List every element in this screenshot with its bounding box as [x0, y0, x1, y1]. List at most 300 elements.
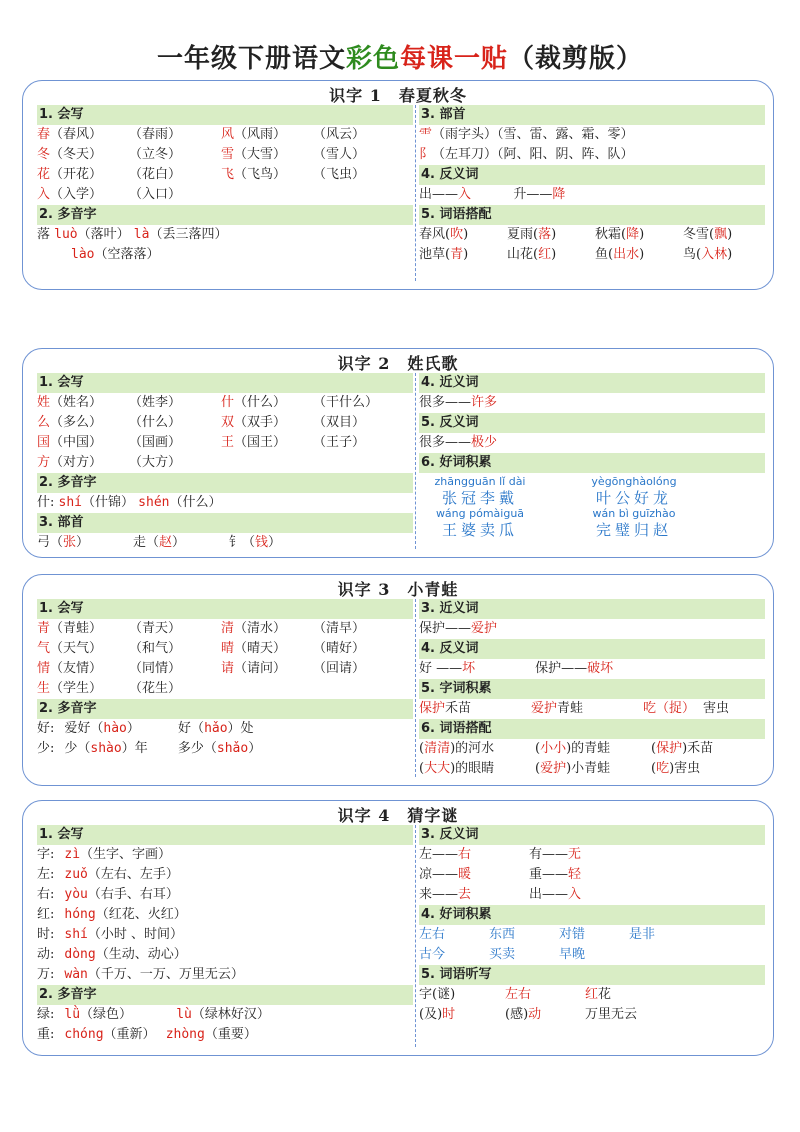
example-word: （风雨）	[234, 127, 287, 142]
good-word: 早晚	[559, 947, 586, 962]
write-row	[37, 165, 413, 185]
example-words: （小时 、时间）	[87, 927, 184, 942]
example-word: （清水）	[234, 621, 287, 636]
antonym-cell	[529, 885, 639, 905]
polyphone-row	[37, 225, 413, 245]
item-answer: 左右	[505, 987, 532, 1002]
char: 什:	[37, 495, 55, 510]
item-text: (	[651, 761, 657, 776]
item-answer: 入林	[701, 247, 728, 262]
good-word: 买卖	[489, 947, 516, 962]
section-header: 3. 部首	[37, 513, 413, 533]
word: （什么）	[169, 495, 222, 510]
antonym-row	[419, 885, 765, 905]
antonym-row	[419, 185, 765, 205]
item-cell	[683, 225, 765, 245]
item-answer: 爱护	[540, 761, 567, 776]
write-cell	[129, 145, 221, 165]
lesson-card-3	[22, 574, 774, 786]
item-answer: 降	[626, 227, 640, 242]
item-text: (	[651, 741, 657, 756]
antonym: 右	[458, 847, 472, 862]
example-word: （多么）	[50, 415, 103, 430]
item-answer: 红	[538, 247, 552, 262]
target-char: 右:	[37, 887, 55, 902]
target-char: 动:	[37, 947, 55, 962]
target-char: 时:	[37, 927, 55, 942]
item-text: )	[639, 227, 645, 242]
section-header: 1. 会写	[37, 105, 413, 125]
write-cell	[37, 413, 129, 433]
antonym-row	[419, 845, 765, 865]
item-answer: 吃	[656, 761, 670, 776]
example-word: （回请）	[313, 661, 366, 676]
pinyin: hóng	[64, 907, 96, 922]
target-char: 春	[37, 127, 51, 142]
write-cell	[37, 185, 129, 205]
item-text: )	[727, 227, 733, 242]
word: （什锦）	[82, 495, 135, 510]
example-word: （入学）	[50, 187, 103, 202]
section-header: 3. 部首	[419, 105, 765, 125]
item-text: 冬雪(	[683, 227, 715, 242]
polyphone-row: 绿: lǜ（绿色） lù（绿林好汉）	[37, 1007, 270, 1022]
item-text: )害虫	[669, 761, 701, 776]
collocation-section	[419, 225, 765, 265]
section-header: 6. 词语搭配	[419, 719, 765, 739]
column-divider	[415, 599, 416, 777]
item-text: (	[419, 761, 425, 776]
write-row	[37, 925, 413, 945]
good-words-row	[419, 925, 765, 945]
left-column	[37, 825, 413, 1045]
item-cell	[651, 739, 763, 759]
right-column	[419, 105, 765, 265]
item-answer: 时	[442, 1007, 456, 1022]
section-header: 5. 词语听写	[419, 965, 765, 985]
item-text: 鱼(	[595, 247, 614, 262]
radical-desc: （雨字头）（雪、雷、露、霜、零）	[432, 127, 634, 142]
word: 升——	[513, 187, 553, 202]
pinyin: lào	[71, 247, 95, 262]
target-char: 万:	[37, 967, 55, 982]
good-words-section	[419, 925, 765, 965]
example-words: （红花、火红）	[95, 907, 187, 922]
write-cell	[37, 453, 129, 473]
item-text: )小青蛙	[566, 761, 611, 776]
item-text: )	[463, 227, 469, 242]
example-word: （晴好）	[313, 641, 366, 656]
example-words: （右手、右耳）	[87, 887, 179, 902]
write-cell	[37, 165, 129, 185]
page-title	[0, 38, 800, 75]
item-row	[419, 985, 765, 1005]
example-word: （青天）	[129, 621, 182, 636]
section-header: 5. 反义词	[419, 413, 765, 433]
antonym: 轻	[568, 867, 582, 882]
item-text: 春风(	[419, 227, 451, 242]
column-divider	[415, 825, 416, 1047]
item-cell	[651, 759, 763, 779]
pinyin: wàn	[64, 967, 88, 982]
radical-item: 弓（张）	[37, 535, 90, 550]
target-char: 双	[221, 415, 235, 430]
antonym-section	[419, 845, 765, 905]
section-header: 4. 好词积累	[419, 905, 765, 925]
write-section	[37, 845, 413, 985]
antonym-cell	[419, 845, 529, 865]
pinyin: dòng	[64, 947, 96, 962]
example-word: （双目）	[313, 415, 366, 430]
lesson-card-1	[22, 80, 774, 290]
write-row	[37, 865, 413, 885]
write-row	[37, 125, 413, 145]
item-text: (感)	[505, 1007, 529, 1022]
section-header: 4. 反义词	[419, 165, 765, 185]
write-row	[37, 413, 413, 433]
example-word: （干什么）	[313, 395, 379, 410]
target-char: 字:	[37, 847, 55, 862]
antonym-cell	[529, 845, 639, 865]
write-cell	[37, 639, 129, 659]
dictation-section	[419, 985, 765, 1025]
write-row	[37, 619, 413, 639]
section-header: 2. 多音字	[37, 699, 413, 719]
polyphone-row: 重: chóng（重新） zhòng（重要）	[37, 1027, 257, 1042]
target-char: 风	[221, 127, 235, 142]
item-answer: 青	[450, 247, 464, 262]
example-word: （花生）	[129, 681, 182, 696]
word: 重——	[529, 867, 569, 882]
example-word: （花白）	[129, 167, 182, 182]
item-row	[419, 739, 765, 759]
char: 落	[37, 227, 51, 242]
synonym-row: 很多——许多	[419, 395, 498, 410]
target-char: 入	[37, 187, 51, 202]
section-header: 1. 会写	[37, 599, 413, 619]
target-char: 生	[37, 681, 51, 696]
good-word: 对错	[559, 927, 586, 942]
word: 左——	[419, 847, 459, 862]
target-char: 么	[37, 415, 51, 430]
idiom-grid	[419, 473, 765, 541]
card-title: 识字 2 姓氏歌	[337, 354, 459, 373]
target-char: 国	[37, 435, 51, 450]
write-row	[37, 845, 413, 865]
item-text: (及)	[419, 1007, 443, 1022]
good-word: 东西	[489, 927, 516, 942]
polyphone-row	[37, 493, 413, 513]
write-cell	[221, 413, 313, 433]
idiom-item: wán bì guīzhào 完璧归赵	[592, 507, 676, 539]
item-text: 池草(	[419, 247, 451, 262]
item-text: )	[639, 247, 645, 262]
item-text: 秋霜(	[595, 227, 627, 242]
radical-row	[419, 125, 765, 145]
polyphone-row	[37, 245, 413, 265]
item-cell	[419, 739, 535, 759]
write-cell	[37, 125, 129, 145]
write-row	[37, 905, 413, 925]
item-cell	[505, 985, 585, 1005]
antonym: 入	[458, 187, 472, 202]
example-word: （飞鸟）	[234, 167, 287, 182]
item-cell	[419, 759, 535, 779]
target-char: 冬	[37, 147, 51, 162]
example-word: （飞虫）	[313, 167, 366, 182]
write-cell	[313, 145, 405, 165]
write-cell	[221, 659, 313, 679]
item-answer: 动	[528, 1007, 542, 1022]
write-section	[37, 619, 413, 699]
item-text: 字(	[419, 987, 438, 1002]
write-cell	[37, 679, 129, 699]
write-row	[37, 679, 413, 699]
example-word: （对方）	[50, 455, 103, 470]
word: 出——	[529, 887, 569, 902]
item-row	[419, 225, 765, 245]
section-header: 3. 反义词	[419, 825, 765, 845]
title-part-1: 一年级下册语文	[156, 44, 346, 74]
example-word: （冬天）	[50, 147, 103, 162]
item-answer: 吹	[450, 227, 464, 242]
antonym-row: 很多——极少	[419, 435, 498, 450]
antonym: 无	[568, 847, 582, 862]
write-cell	[129, 433, 221, 453]
target-char: 方	[37, 455, 51, 470]
title-part-2: 彩色	[345, 44, 400, 74]
antonym: 降	[552, 187, 566, 202]
target-char: 姓	[37, 395, 51, 410]
example-word: （王子）	[313, 435, 366, 450]
item-row	[419, 245, 765, 265]
write-row	[37, 659, 413, 679]
item-cell	[507, 225, 595, 245]
example-word: （春雨）	[129, 127, 182, 142]
lesson-card-4	[22, 800, 774, 1056]
write-row	[37, 453, 413, 473]
write-cell	[313, 639, 405, 659]
write-cell	[221, 433, 313, 453]
right-column	[419, 373, 765, 541]
section-header: 5. 词语搭配	[419, 205, 765, 225]
target-char: 红:	[37, 907, 55, 922]
word: 出——	[419, 187, 459, 202]
section-header: 4. 反义词	[419, 639, 765, 659]
target-char: 王	[221, 435, 235, 450]
target-char: 清	[221, 621, 235, 636]
write-row	[37, 433, 413, 453]
right-column	[419, 825, 765, 1025]
example-word: （雪人）	[313, 147, 366, 162]
write-cell	[129, 453, 221, 473]
write-cell	[129, 679, 221, 699]
write-cell	[221, 165, 313, 185]
write-cell	[37, 659, 129, 679]
target-char: 雪	[221, 147, 235, 162]
example-words: （千万、一万、万里无云）	[87, 967, 244, 982]
item-cell	[419, 1005, 505, 1025]
section-header: 2. 多音字	[37, 205, 413, 225]
write-cell	[221, 145, 313, 165]
target-char: 青	[37, 621, 51, 636]
antonym-cell	[419, 865, 529, 885]
example-word: （入口）	[129, 187, 182, 202]
item-text: )	[551, 247, 557, 262]
card-title: 识字 1 春夏秋冬	[329, 86, 467, 105]
example-word: （青蛙）	[50, 621, 103, 636]
write-cell	[129, 125, 221, 145]
write-section	[37, 393, 413, 473]
example-word: （姓李）	[129, 395, 182, 410]
antonym: 暖	[458, 867, 472, 882]
write-cell	[129, 413, 221, 433]
write-cell	[313, 413, 405, 433]
example-word: （开花）	[50, 167, 103, 182]
example-word: （和气）	[129, 641, 182, 656]
write-cell	[129, 393, 221, 413]
write-cell	[129, 659, 221, 679]
write-row	[37, 145, 413, 165]
example-word: （立冬）	[129, 147, 182, 162]
item-cell	[419, 245, 507, 265]
write-cell	[313, 393, 405, 413]
write-cell	[221, 125, 313, 145]
example-word: （同情）	[129, 661, 182, 676]
radical-item: 走（赵）	[133, 535, 186, 550]
antonym-row: 好 ——坏 保护——破坏	[419, 661, 614, 676]
write-cell	[313, 125, 405, 145]
item-text: 鸟(	[683, 247, 702, 262]
example-word: （什么）	[129, 415, 182, 430]
example-word: （双手）	[234, 415, 287, 430]
item-answer: 小小	[540, 741, 567, 756]
section-header: 2. 多音字	[37, 985, 413, 1005]
section-header: 2. 多音字	[37, 473, 413, 493]
target-char: 花	[37, 167, 51, 182]
antonym: 去	[458, 887, 472, 902]
good-word: 左右	[419, 927, 446, 942]
write-row	[37, 965, 413, 985]
write-row	[37, 393, 413, 413]
target-char: 什	[221, 395, 235, 410]
write-cell	[129, 619, 221, 639]
good-words-row	[419, 945, 765, 965]
left-column	[37, 105, 413, 265]
section-header: 3. 近义词	[419, 599, 765, 619]
example-word: （国王）	[234, 435, 287, 450]
item-text: )禾苗	[682, 741, 714, 756]
item-text: (	[419, 741, 425, 756]
write-cell	[129, 165, 221, 185]
section-header: 1. 会写	[37, 373, 413, 393]
example-word: （中国）	[50, 435, 103, 450]
pinyin: shí	[58, 495, 83, 510]
write-cell	[129, 639, 221, 659]
antonym-cell	[419, 885, 529, 905]
example-word: （友情）	[50, 661, 103, 676]
item-text: 花	[598, 987, 612, 1002]
write-row	[37, 185, 413, 205]
example-words: （生动、动心）	[95, 947, 187, 962]
title-part-4: （裁剪版）	[508, 44, 644, 74]
item-text: )	[463, 247, 469, 262]
write-cell	[37, 619, 129, 639]
write-cell	[221, 639, 313, 659]
pinyin: shí	[64, 927, 88, 942]
section-header: 4. 近义词	[419, 373, 765, 393]
word: （丢三落四）	[149, 227, 228, 242]
item-text: )的眼睛	[450, 761, 495, 776]
idiom-item: wáng pómàiguā 王婆卖瓜	[435, 507, 525, 539]
item-text: (	[535, 741, 541, 756]
target-char: 飞	[221, 167, 235, 182]
item-answer: 保护	[656, 741, 683, 756]
item-text: 夏雨(	[507, 227, 539, 242]
pinyin: là	[133, 227, 150, 242]
item-text: 山花(	[507, 247, 539, 262]
write-cell	[37, 393, 129, 413]
polyphone-row: 少: 少（shào）年 多少（shǎo）	[37, 741, 262, 756]
left-column	[37, 599, 413, 759]
pinyin: yòu	[64, 887, 88, 902]
pinyin: zì	[64, 847, 81, 862]
example-word: （姓名）	[50, 395, 103, 410]
target-char: 气	[37, 641, 51, 656]
example-word: （晴天）	[234, 641, 287, 656]
example-word: （清早）	[313, 621, 366, 636]
write-cell	[313, 165, 405, 185]
antonym: 入	[568, 887, 582, 902]
item-cell	[585, 1005, 705, 1025]
word: 来——	[419, 887, 459, 902]
write-cell	[313, 619, 405, 639]
radical-row	[419, 145, 765, 165]
radical-item: 钅（钱）	[229, 535, 282, 550]
write-cell	[313, 659, 405, 679]
item-cell	[507, 245, 595, 265]
target-char: 请	[221, 661, 235, 676]
item-text: (	[535, 761, 541, 776]
item-cell	[535, 739, 651, 759]
collocation-section	[419, 739, 765, 779]
item-cell	[505, 1005, 585, 1025]
item-text: 万里无云	[585, 1007, 638, 1022]
example-word: （什么）	[234, 395, 287, 410]
pinyin: shén	[138, 495, 170, 510]
polyphone-row: 好: 爱好（hào） 好（hǎo）处	[37, 721, 254, 736]
idiom-item: zhāngguān lǐ dài 张冠李戴	[434, 475, 526, 507]
example-word: （国画）	[129, 435, 182, 450]
write-cell	[129, 185, 221, 205]
item-answer: 飘	[714, 227, 728, 242]
write-section	[37, 125, 413, 205]
pinyin: luò	[54, 227, 78, 242]
item-cell	[535, 759, 651, 779]
item-answer: 大大	[424, 761, 451, 776]
item-text: )的河水	[450, 741, 495, 756]
item-row	[419, 759, 765, 779]
example-word: （天气）	[50, 641, 103, 656]
antonym-row	[419, 865, 765, 885]
item-answer: 落	[538, 227, 552, 242]
word-accumulate-row: 保护禾苗 爱护青蛙 吃（捉） 害虫	[419, 701, 730, 716]
title-part-3: 每课一贴	[400, 44, 509, 74]
write-cell	[37, 433, 129, 453]
item-text: )	[551, 227, 557, 242]
example-word: （风云）	[313, 127, 366, 142]
item-text: 谜)	[437, 987, 456, 1002]
